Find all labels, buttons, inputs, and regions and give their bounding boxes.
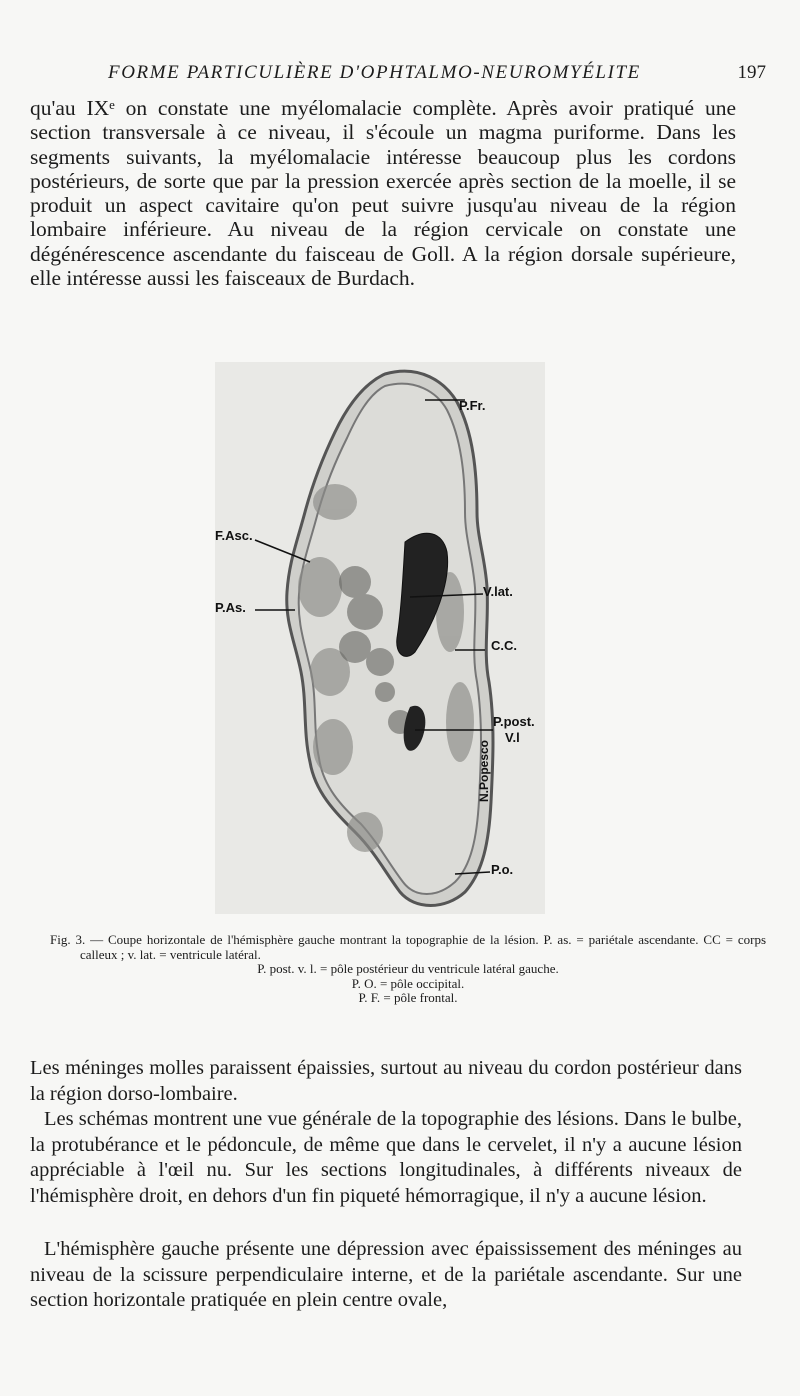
caption-line-1: Fig. 3. — Coupe horizontale de l'hémisphère gauche montrant la topographie de la lésion. P. as. = pariétale ascendante. CC = corps calleux ; v. lat. = ventricule latéral. [50,932,766,962]
label-occipital-pole: P.o. [491,862,514,877]
body-paragraph-2: Les schémas montrent une vue générale de la topographie des lésions. Dans le bulbe, la protubérance et le pédoncule, de même que dans le cervelet, il n'y a aucune lésion appréciable à l'œil nu. Sur les sections longitudinales, à différents niveaux de l'hémisphère droit, en dehors d'un fin piqueté hémorragique, il n'y a aucune lésion. [30,1108,742,1207]
illustrator-signature: N.Popesco [477,739,491,802]
page-header [30,62,770,90]
caption-line-4: P. F. = pôle frontal. [358,990,458,1005]
brain-section-figure [215,362,545,914]
figure-caption [50,933,766,1006]
body-paragraph-1: Les méninges molles paraissent épaissies, surtout au niveau du cordon postérieur dans la région dorso-lombaire. [30,1057,742,1105]
label-ascending-parietal: P.As. [215,600,246,615]
running-title: FORME PARTICULIÈRE D'OPHTALMO-NEUROMYÉLITE [108,62,641,83]
label-vl: V.l [505,730,520,745]
label-corpus-callosum: C.C. [491,638,517,653]
label-lateral-ventricle: V.lat. [483,584,513,599]
caption-line-3: P. O. = pôle occipital. [351,975,465,991]
caption-line-2: P. post. v. l. = pôle postérieur du ventricule latéral gauche. [257,961,559,976]
body-paragraph-3: L'hémisphère gauche présente une dépression avec épaississement des méninges au niveau de la scissure perpendiculaire interne, et de la pariétale ascendante. Sur une section horizontale pratiquée en plein centre ovale, [30,1238,742,1311]
page-number: 197 [737,62,766,83]
top-paragraph: qu'au IXᵉ on constate une myélomalacie complète. Après avoir pratiqué une section transversale à ce niveau, il s'écoule un magma puriforme. Dans les segments suivants, la myélomalacie intéresse beaucoup plus les cordons postérieurs, de sorte que par la pression exercée après section de la moelle, il se produit un aspect cavitaire qu'on peut suivre jusqu'au niveau de la région lombaire inférieure. Au niveau de la région cervicale on constate une dégénérescence ascendante du faisceau de Goll. A la région dorsale supérieure, elle intéresse aussi les faisceaux de Burdach. [30,96,736,291]
label-ascending-frontal: F.Asc. [215,528,253,543]
label-frontal-pole: P.Fr. [459,398,486,413]
label-posterior-pole: P.post. [493,714,535,729]
